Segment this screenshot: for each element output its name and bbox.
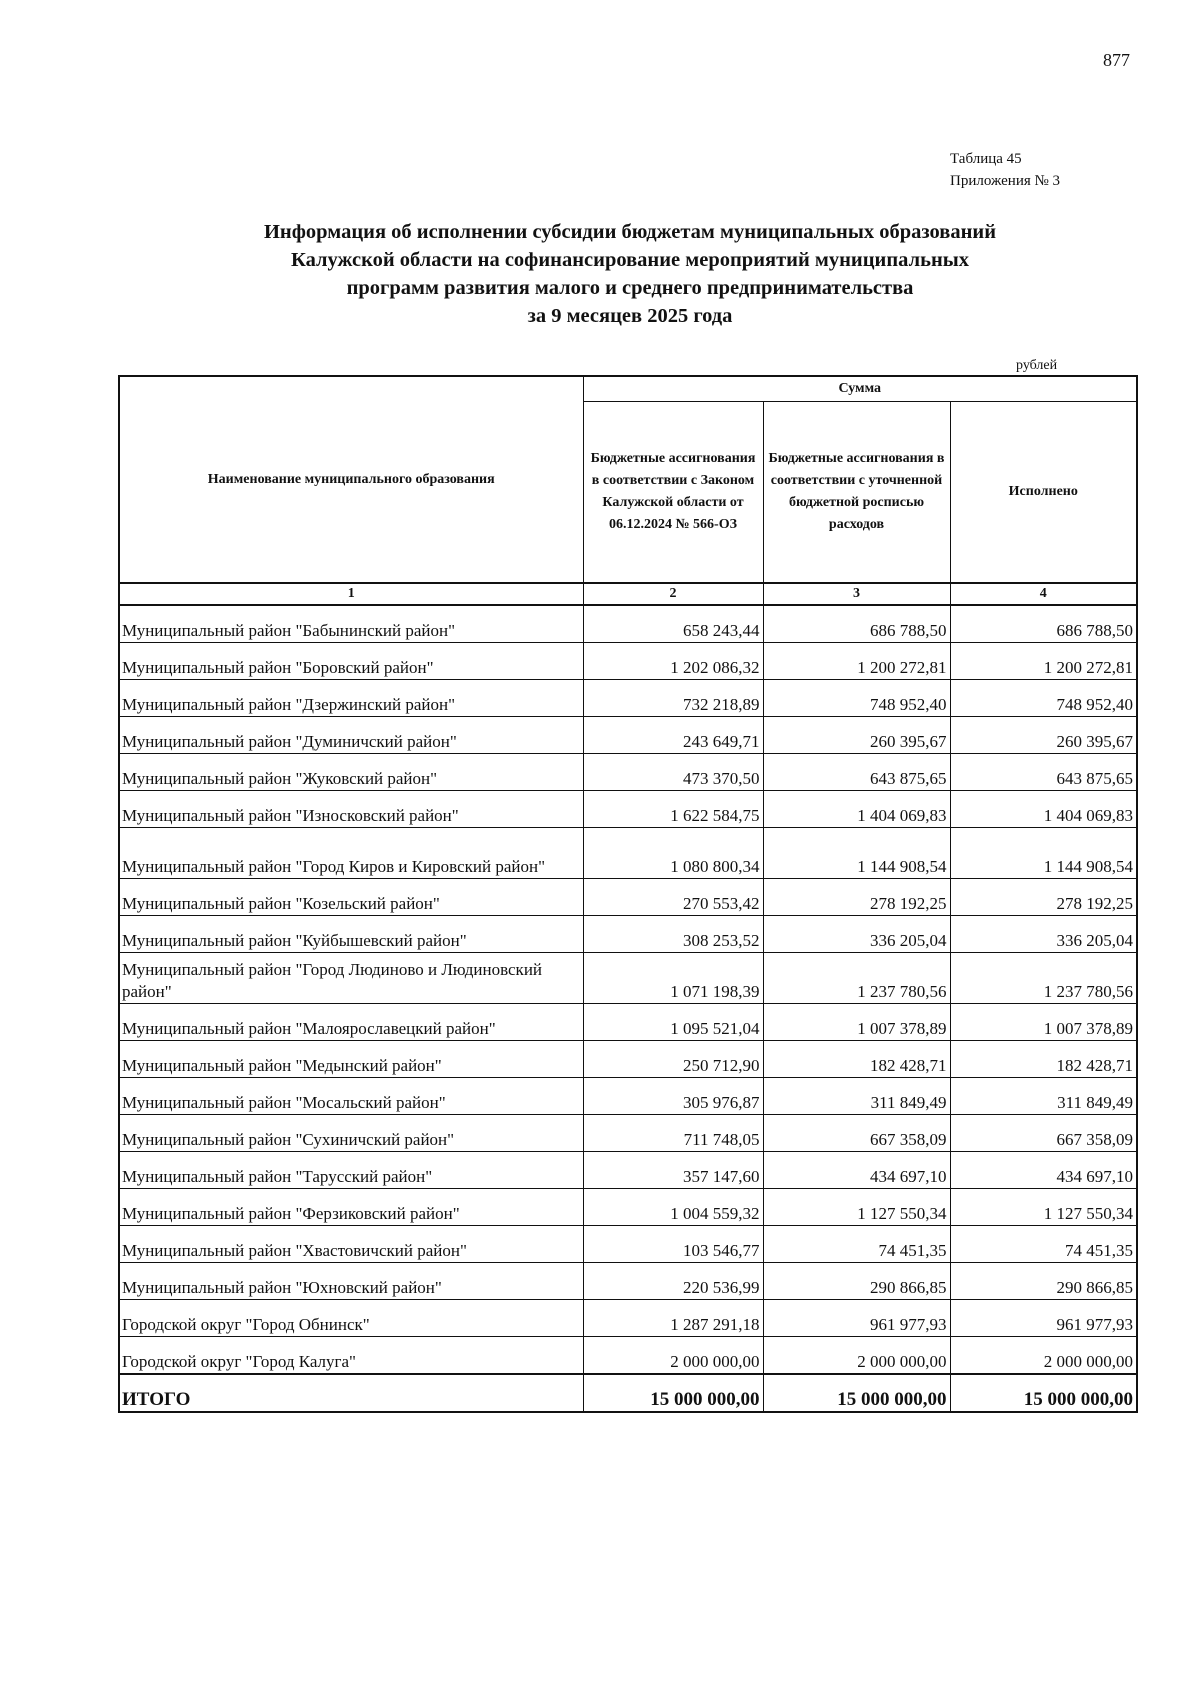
table-reference	[950, 148, 1060, 192]
refined-amount: 311 849,49	[763, 1078, 950, 1115]
refined-amount: 74 451,35	[763, 1226, 950, 1263]
table-row	[119, 1226, 1137, 1263]
law-amount: 711 748,05	[583, 1115, 763, 1152]
table-row	[119, 1004, 1137, 1041]
table-body	[119, 605, 1137, 1412]
header-name: Наименование муниципального образования	[119, 376, 583, 583]
table-row	[119, 1337, 1137, 1375]
law-amount: 1 004 559,32	[583, 1189, 763, 1226]
units-label: рублей	[1016, 358, 1058, 373]
table-row	[119, 828, 1137, 879]
municipality-name: Муниципальный район "Хвастовичский район"	[119, 1226, 583, 1263]
law-amount: 220 536,99	[583, 1263, 763, 1300]
law-amount: 357 147,60	[583, 1152, 763, 1189]
title-line-2: Калужской области на софинансирование мероприятий муниципальных	[290, 249, 970, 271]
refined-amount: 290 866,85	[763, 1263, 950, 1300]
law-amount: 103 546,77	[583, 1226, 763, 1263]
executed-amount: 278 192,25	[950, 879, 1137, 916]
document-title	[120, 218, 1140, 330]
refined-amount: 260 395,67	[763, 717, 950, 754]
executed-amount: 1 404 069,83	[950, 791, 1137, 828]
refined-amount: 686 788,50	[763, 605, 950, 643]
title-line-1: Информация об исполнении субсидии бюджетам муниципальных образований	[263, 221, 997, 243]
table-row	[119, 717, 1137, 754]
table-row	[119, 1041, 1137, 1078]
refined-amount: 182 428,71	[763, 1041, 950, 1078]
table-row	[119, 680, 1137, 717]
executed-amount: 336 205,04	[950, 916, 1137, 953]
subsidy-table	[118, 375, 1138, 1413]
executed-amount: 74 451,35	[950, 1226, 1137, 1263]
column-number: 3	[763, 583, 950, 605]
refined-amount: 748 952,40	[763, 680, 950, 717]
municipality-name: Муниципальный район "Думиничский район"	[119, 717, 583, 754]
municipality-name: Муниципальный район "Тарусский район"	[119, 1152, 583, 1189]
refined-amount: 961 977,93	[763, 1300, 950, 1337]
executed-amount: 290 866,85	[950, 1263, 1137, 1300]
municipality-name: Муниципальный район "Город Людиново и Людиновский район"	[119, 953, 583, 1004]
law-amount: 473 370,50	[583, 754, 763, 791]
executed-amount: 1 007 378,89	[950, 1004, 1137, 1041]
refined-amount: 2 000 000,00	[763, 1337, 950, 1375]
municipality-name: Муниципальный район "Куйбышевский район"	[119, 916, 583, 953]
table-row	[119, 1115, 1137, 1152]
table-row	[119, 1263, 1137, 1300]
total-executed-amount: 15 000 000,00	[950, 1374, 1137, 1412]
refined-amount: 434 697,10	[763, 1152, 950, 1189]
municipality-name: Муниципальный район "Козельский район"	[119, 879, 583, 916]
total-law-amount: 15 000 000,00	[583, 1374, 763, 1412]
refined-amount: 278 192,25	[763, 879, 950, 916]
refined-amount: 1 144 908,54	[763, 828, 950, 879]
municipality-name: Муниципальный район "Ферзиковский район"	[119, 1189, 583, 1226]
executed-amount: 182 428,71	[950, 1041, 1137, 1078]
law-amount: 243 649,71	[583, 717, 763, 754]
executed-amount: 434 697,10	[950, 1152, 1137, 1189]
refined-amount: 1 007 378,89	[763, 1004, 950, 1041]
refined-amount: 1 200 272,81	[763, 643, 950, 680]
table-row	[119, 953, 1137, 1004]
header-law-allocations: Бюджетные ассигнования в соответствии с Законом Калужской области от 06.12.2024 № 566-ОЗ	[583, 402, 763, 584]
table-ref-line: Таблица 45	[950, 151, 1022, 167]
refined-amount: 1 237 780,56	[763, 953, 950, 1004]
law-amount: 305 976,87	[583, 1078, 763, 1115]
table-row	[119, 1189, 1137, 1226]
total-label: ИТОГО	[119, 1374, 583, 1412]
municipality-name: Муниципальный район "Медынский район"	[119, 1041, 583, 1078]
title-line-4: за 9 месяцев 2025 года	[527, 305, 733, 327]
municipality-name: Муниципальный район "Жуковский район"	[119, 754, 583, 791]
table-row	[119, 605, 1137, 643]
law-amount: 250 712,90	[583, 1041, 763, 1078]
title-line-3: программ развития малого и среднего предпринимательства	[346, 277, 914, 299]
refined-amount: 336 205,04	[763, 916, 950, 953]
executed-amount: 667 358,09	[950, 1115, 1137, 1152]
executed-amount: 1 127 550,34	[950, 1189, 1137, 1226]
refined-amount: 1 404 069,83	[763, 791, 950, 828]
executed-amount: 1 144 908,54	[950, 828, 1137, 879]
total-row	[119, 1374, 1137, 1412]
municipality-name: Муниципальный район "Малоярославецкий район"	[119, 1004, 583, 1041]
refined-amount: 667 358,09	[763, 1115, 950, 1152]
table-row	[119, 916, 1137, 953]
table-row	[119, 754, 1137, 791]
table-row	[119, 643, 1137, 680]
table-row	[119, 879, 1137, 916]
refined-amount: 643 875,65	[763, 754, 950, 791]
municipality-name: Муниципальный район "Бабынинский район"	[119, 605, 583, 643]
law-amount: 1 080 800,34	[583, 828, 763, 879]
municipality-name: Городской округ "Город Обнинск"	[119, 1300, 583, 1337]
executed-amount: 686 788,50	[950, 605, 1137, 643]
municipality-name: Муниципальный район "Дзержинский район"	[119, 680, 583, 717]
total-refined-amount: 15 000 000,00	[763, 1374, 950, 1412]
law-amount: 1 287 291,18	[583, 1300, 763, 1337]
page-number: 877	[1103, 50, 1130, 70]
municipality-name: Городской округ "Город Калуга"	[119, 1337, 583, 1375]
municipality-name: Муниципальный район "Юхновский район"	[119, 1263, 583, 1300]
municipality-name: Муниципальный район "Мосальский район"	[119, 1078, 583, 1115]
header-sum: Сумма	[583, 376, 1137, 402]
executed-amount: 1 237 780,56	[950, 953, 1137, 1004]
executed-amount: 311 849,49	[950, 1078, 1137, 1115]
executed-amount: 1 200 272,81	[950, 643, 1137, 680]
municipality-name: Муниципальный район "Боровский район"	[119, 643, 583, 680]
law-amount: 658 243,44	[583, 605, 763, 643]
appendix-ref-line: Приложения № 3	[950, 173, 1061, 189]
header-refined-allocations: Бюджетные ассигнования в соответствии с уточненной бюджетной росписью расходов	[763, 402, 950, 584]
law-amount: 270 553,42	[583, 879, 763, 916]
table-row	[119, 1078, 1137, 1115]
executed-amount: 748 952,40	[950, 680, 1137, 717]
law-amount: 2 000 000,00	[583, 1337, 763, 1375]
refined-amount: 1 127 550,34	[763, 1189, 950, 1226]
law-amount: 308 253,52	[583, 916, 763, 953]
executed-amount: 643 875,65	[950, 754, 1137, 791]
law-amount: 1 071 198,39	[583, 953, 763, 1004]
table-header	[119, 376, 1137, 605]
law-amount: 1 095 521,04	[583, 1004, 763, 1041]
municipality-name: Муниципальный район "Город Киров и Кировский район"	[119, 828, 583, 879]
column-number: 2	[583, 583, 763, 605]
header-executed: Исполнено	[950, 402, 1137, 584]
municipality-name: Муниципальный район "Износковский район"	[119, 791, 583, 828]
executed-amount: 260 395,67	[950, 717, 1137, 754]
column-number: 1	[119, 583, 583, 605]
table-row	[119, 1300, 1137, 1337]
table-row	[119, 791, 1137, 828]
executed-amount: 2 000 000,00	[950, 1337, 1137, 1375]
law-amount: 1 622 584,75	[583, 791, 763, 828]
law-amount: 732 218,89	[583, 680, 763, 717]
law-amount: 1 202 086,32	[583, 643, 763, 680]
table-row	[119, 1152, 1137, 1189]
executed-amount: 961 977,93	[950, 1300, 1137, 1337]
municipality-name: Муниципальный район "Сухиничский район"	[119, 1115, 583, 1152]
column-number: 4	[950, 583, 1137, 605]
